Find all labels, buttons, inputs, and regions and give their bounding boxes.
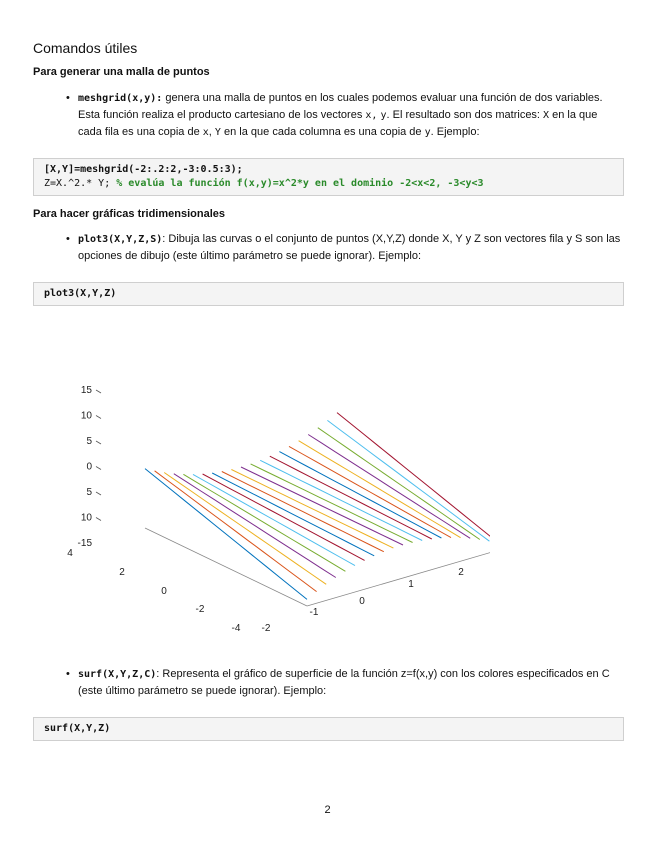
- code-block-meshgrid: [33, 158, 624, 196]
- series-line-9: [231, 470, 393, 549]
- series-line-17: [308, 435, 470, 539]
- var-x: x,: [365, 110, 378, 121]
- var-x2: x: [202, 127, 209, 138]
- code-block-surf: [33, 717, 624, 741]
- plot3-bullet: [78, 231, 623, 265]
- plot-ticks: [67, 385, 464, 634]
- y-axis-line: [145, 528, 307, 606]
- subsection-3d-title: Para hacer gráficas tridimensionales: [33, 208, 225, 220]
- code-surf: surf(X,Y,Z): [44, 723, 111, 734]
- y-tick-label: 0: [161, 586, 167, 597]
- x-axis-line: [307, 550, 490, 606]
- subsection-meshgrid-title: Para generar una malla de puntos: [33, 66, 210, 78]
- code-block-plot3: [33, 282, 624, 306]
- meshgrid-text-e: en la que cada columna es una copia de: [220, 126, 425, 138]
- series-line-19: [327, 420, 489, 541]
- z-tick-label: 5: [86, 436, 92, 447]
- z-tick-label: 15: [80, 385, 92, 396]
- y-tick-label: 2: [119, 567, 125, 578]
- meshgrid-text-f: . Ejemplo:: [430, 126, 480, 138]
- x-tick-label: -1: [309, 607, 319, 618]
- meshgrid-args: (x,y):: [126, 93, 163, 104]
- z-tick-label: 0: [86, 461, 92, 473]
- series-line-16: [299, 441, 461, 538]
- z-tick-mark: [96, 441, 101, 444]
- surf-code: surf(X,Y,Z,C): [78, 669, 157, 680]
- y-tick-label: -2: [195, 604, 205, 615]
- z-tick-label: 10: [80, 410, 92, 422]
- code-comment: % evalúa la función f(x,y)=x^2*y en el dominio -2<x<2, -3<y<3: [116, 178, 484, 189]
- x-tick-label: 1: [408, 579, 414, 590]
- x-tick-label: -2: [261, 623, 271, 634]
- plot3-svg: [60, 372, 490, 634]
- series-line-5: [193, 474, 355, 565]
- surf-bullet: [78, 666, 623, 700]
- series-line-10: [241, 467, 403, 545]
- series-line-4: [183, 474, 345, 571]
- z-tick-mark: [96, 492, 101, 495]
- plot-axes: [145, 528, 490, 606]
- meshgrid-text-a: genera una malla de puntos en los cuales podemos evaluar una función de dos variables. Esta función realiza el producto cartesiano de los vectores: [78, 92, 603, 121]
- code-line-1: [X,Y]=meshgrid(-2:.2:2,-3:0.5:3);: [44, 164, 243, 175]
- var-y: y: [380, 110, 387, 121]
- z-tick-label: 5: [86, 487, 92, 498]
- plot3-text: : Dibuja las curvas o el conjunto de puntos (X,Y,Z) donde X, Y y Z son vectores fila y S son las opciones de dibujo (este último parámetro se puede ignorar). Ejemplo:: [78, 233, 621, 262]
- meshgrid-text-d: ,: [208, 126, 215, 138]
- page-number: 2: [324, 804, 331, 816]
- series-line-15: [289, 446, 451, 537]
- z-tick-mark: [96, 416, 101, 419]
- y-tick-label: -4: [231, 623, 241, 634]
- meshgrid-bullet: [78, 90, 623, 141]
- plot3-chart: [60, 372, 490, 634]
- y-tick-label: 4: [67, 548, 73, 559]
- x-tick-label: 2: [458, 567, 464, 578]
- var-y2: y: [424, 127, 431, 138]
- z-tick-label: 10: [80, 512, 92, 524]
- meshgrid-text-c: en la que cada fila es una copia de: [78, 109, 598, 138]
- meshgrid-code: meshgrid: [78, 93, 127, 104]
- z-tick-mark: [96, 390, 101, 393]
- series-line-11: [251, 464, 413, 543]
- z-tick-mark: [96, 467, 101, 470]
- meshgrid-text-b: . El resultado son dos matrices:: [386, 109, 544, 121]
- code-line-2: Z=X.^2.* Y;: [44, 178, 117, 189]
- z-tick-mark: [96, 518, 101, 521]
- var-Y: Y: [214, 127, 221, 138]
- series-line-3: [174, 474, 336, 578]
- code-plot3: plot3(X,Y,Z): [44, 288, 117, 299]
- section-title: Comandos útiles: [33, 40, 138, 56]
- plot-lines: [145, 413, 490, 600]
- surf-text: : Representa el gráfico de superficie de la función z=f(x,y) con los colores especificados en C (este último parámetro se puede ignorar). Ejemplo:: [78, 668, 610, 697]
- x-tick-label: 0: [359, 596, 365, 607]
- var-X: X: [543, 110, 550, 121]
- series-line-1: [155, 471, 317, 592]
- z-tick-label: -15: [77, 538, 92, 549]
- plot3-code: plot3(X,Y,Z,S): [78, 234, 163, 245]
